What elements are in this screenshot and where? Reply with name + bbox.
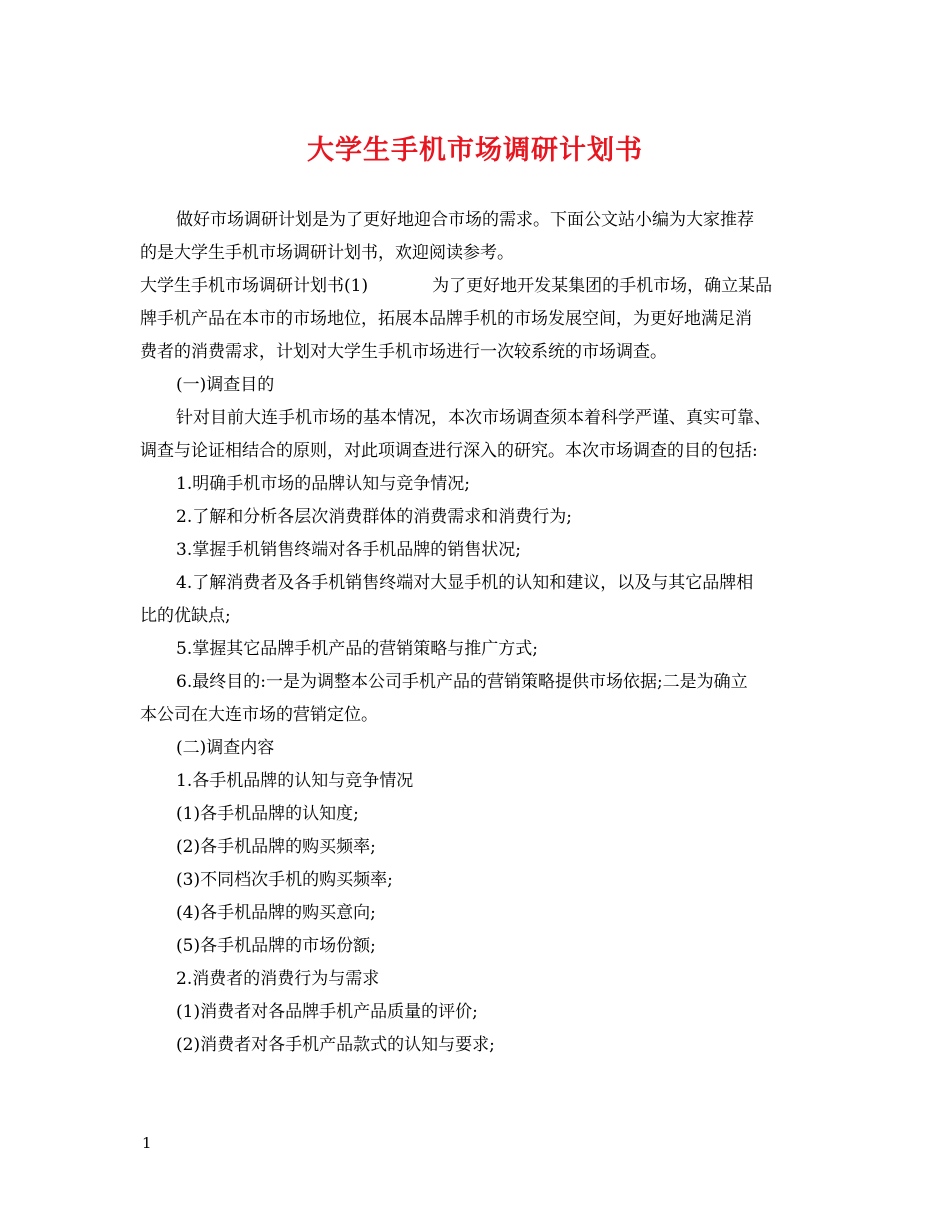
list-item: 1.各手机品牌的认知与竞争情况	[176, 771, 414, 791]
list-item: (3)不同档次手机的购买频率;	[176, 870, 393, 890]
text-line: 牌手机产品在本市的市场地位，拓展本品牌手机的市场发展空间，为更好地满足消	[140, 309, 752, 329]
text-line: 针对目前大连手机市场的基本情况，本次市场调查须本着科学严谨、真实可靠、	[176, 408, 771, 428]
document-body	[140, 204, 812, 1062]
text-line: 费者的消费需求，计划对大学生手机市场进行一次较系统的市场调查。	[140, 342, 667, 362]
list-item: (1)消费者对各品牌手机产品质量的评价;	[176, 1002, 478, 1022]
list-item: 1.明确手机市场的品牌认知与竞争情况;	[176, 474, 470, 494]
document-title: 大学生手机市场调研计划书	[307, 135, 643, 166]
list-item: (1)各手机品牌的认知度;	[176, 804, 359, 824]
list-item: 2.了解和分析各层次消费群体的消费需求和消费行为;	[176, 507, 572, 527]
list-item: 2.消费者的消费行为与需求	[176, 969, 380, 989]
list-item: 5.掌握其它品牌手机产品的营销策略与推广方式;	[176, 639, 538, 659]
page-number: 1	[142, 1134, 152, 1152]
text-line: 本公司在大连市场的营销定位。	[140, 705, 378, 725]
list-item: (5)各手机品牌的市场份额;	[176, 936, 376, 956]
section-heading: (二)调查内容	[176, 738, 275, 758]
text-line: 调查与论证相结合的原则，对此项调查进行深入的研究。本次市场调查的目的包括:	[140, 441, 758, 461]
list-item: 4.了解消费者及各手机销售终端对大显手机的认知和建议，以及与其它品牌相	[176, 573, 754, 593]
list-item: (2)消费者对各手机产品款式的认知与要求;	[176, 1035, 495, 1055]
text-line: 的是大学生手机市场调研计划书，欢迎阅读参考。	[140, 243, 514, 263]
text-segment: 为了更好地开发某集团的手机市场，确立某品	[432, 276, 773, 296]
text-line	[140, 270, 812, 303]
text-line: 比的优缺点;	[140, 606, 231, 626]
list-item: (4)各手机品牌的购买意向;	[176, 903, 376, 923]
section-heading-inline: 大学生手机市场调研计划书(1)	[140, 276, 369, 296]
list-item: 6.最终目的:一是为调整本公司手机产品的营销策略提供市场依据;二是为确立	[176, 672, 748, 692]
text-line: 做好市场调研计划是为了更好地迎合市场的需求。下面公文站小编为大家推荐	[176, 210, 754, 230]
list-item: (2)各手机品牌的购买频率;	[176, 837, 376, 857]
list-item: 3.掌握手机销售终端对各手机品牌的销售状况;	[176, 540, 521, 560]
section-heading: (一)调查目的	[176, 375, 275, 395]
